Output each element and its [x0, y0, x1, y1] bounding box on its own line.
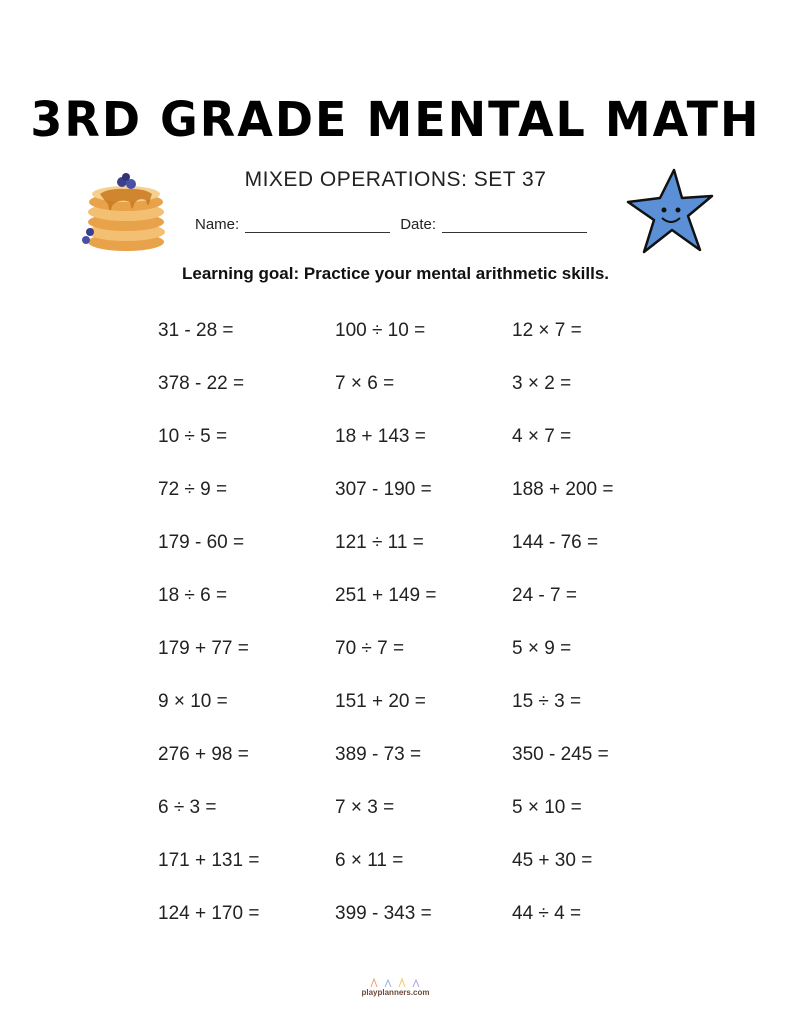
problem: 44 ÷ 4 = — [512, 903, 582, 924]
problem: 18 ÷ 6 = — [158, 585, 228, 606]
problem: 6 ÷ 3 = — [158, 797, 217, 818]
problem: 24 - 7 = — [512, 585, 577, 606]
problem: 18 + 143 = — [335, 426, 426, 447]
problem: 12 × 7 = — [512, 320, 582, 341]
problem: 4 × 7 = — [512, 426, 572, 447]
problem-grid — [158, 318, 689, 954]
footer-site: playplanners.com — [361, 988, 430, 997]
worksheet-subtitle: MIXED OPERATIONS: SET 37 — [244, 168, 547, 191]
problem: 251 + 149 = — [335, 585, 437, 606]
problem: 276 + 98 = — [158, 744, 249, 765]
problem: 144 - 76 = — [512, 532, 599, 553]
problem: 10 ÷ 5 = — [158, 426, 228, 447]
date-input-line[interactable] — [442, 216, 587, 233]
problem: 399 - 343 = — [335, 903, 432, 924]
problem: 179 - 60 = — [158, 532, 245, 553]
problem: 5 × 9 = — [512, 638, 572, 659]
problem: 100 ÷ 10 = — [335, 320, 426, 341]
problem: 350 - 245 = — [512, 744, 609, 765]
problem: 307 - 190 = — [335, 479, 432, 500]
problem: 15 ÷ 3 = — [512, 691, 582, 712]
problem: 7 × 6 = — [335, 373, 395, 394]
problem: 72 ÷ 9 = — [158, 479, 228, 500]
problem: 7 × 3 = — [335, 797, 395, 818]
problem: 389 - 73 = — [335, 744, 422, 765]
learning-goal: Learning goal: Practice your mental arithmetic skills. — [181, 264, 610, 283]
problem: 188 + 200 = — [512, 479, 614, 500]
footer-logo[interactable] — [0, 978, 791, 997]
problem: 121 ÷ 11 = — [335, 532, 424, 553]
problem: 31 - 28 = — [158, 320, 234, 341]
sparkle-logo-icon — [361, 978, 431, 988]
name-label: Name: — [195, 216, 240, 233]
problem: 5 × 10 = — [512, 797, 582, 818]
problem: 171 + 131 = — [158, 850, 260, 871]
problem: 151 + 20 = — [335, 691, 426, 712]
problem: 378 - 22 = — [158, 373, 245, 394]
worksheet-title: 3RD GRADE MENTAL MATH — [30, 90, 761, 148]
problem: 6 × 11 = — [335, 850, 404, 871]
problem: 124 + 170 = — [158, 903, 260, 924]
name-input-line[interactable] — [245, 216, 390, 233]
problem: 45 + 30 = — [512, 850, 593, 871]
problem: 70 ÷ 7 = — [335, 638, 405, 659]
problem: 9 × 10 = — [158, 691, 228, 712]
date-label: Date: — [400, 216, 437, 233]
name-date-fields — [195, 216, 615, 233]
problem: 179 + 77 = — [158, 638, 249, 659]
problem: 3 × 2 = — [512, 373, 572, 394]
